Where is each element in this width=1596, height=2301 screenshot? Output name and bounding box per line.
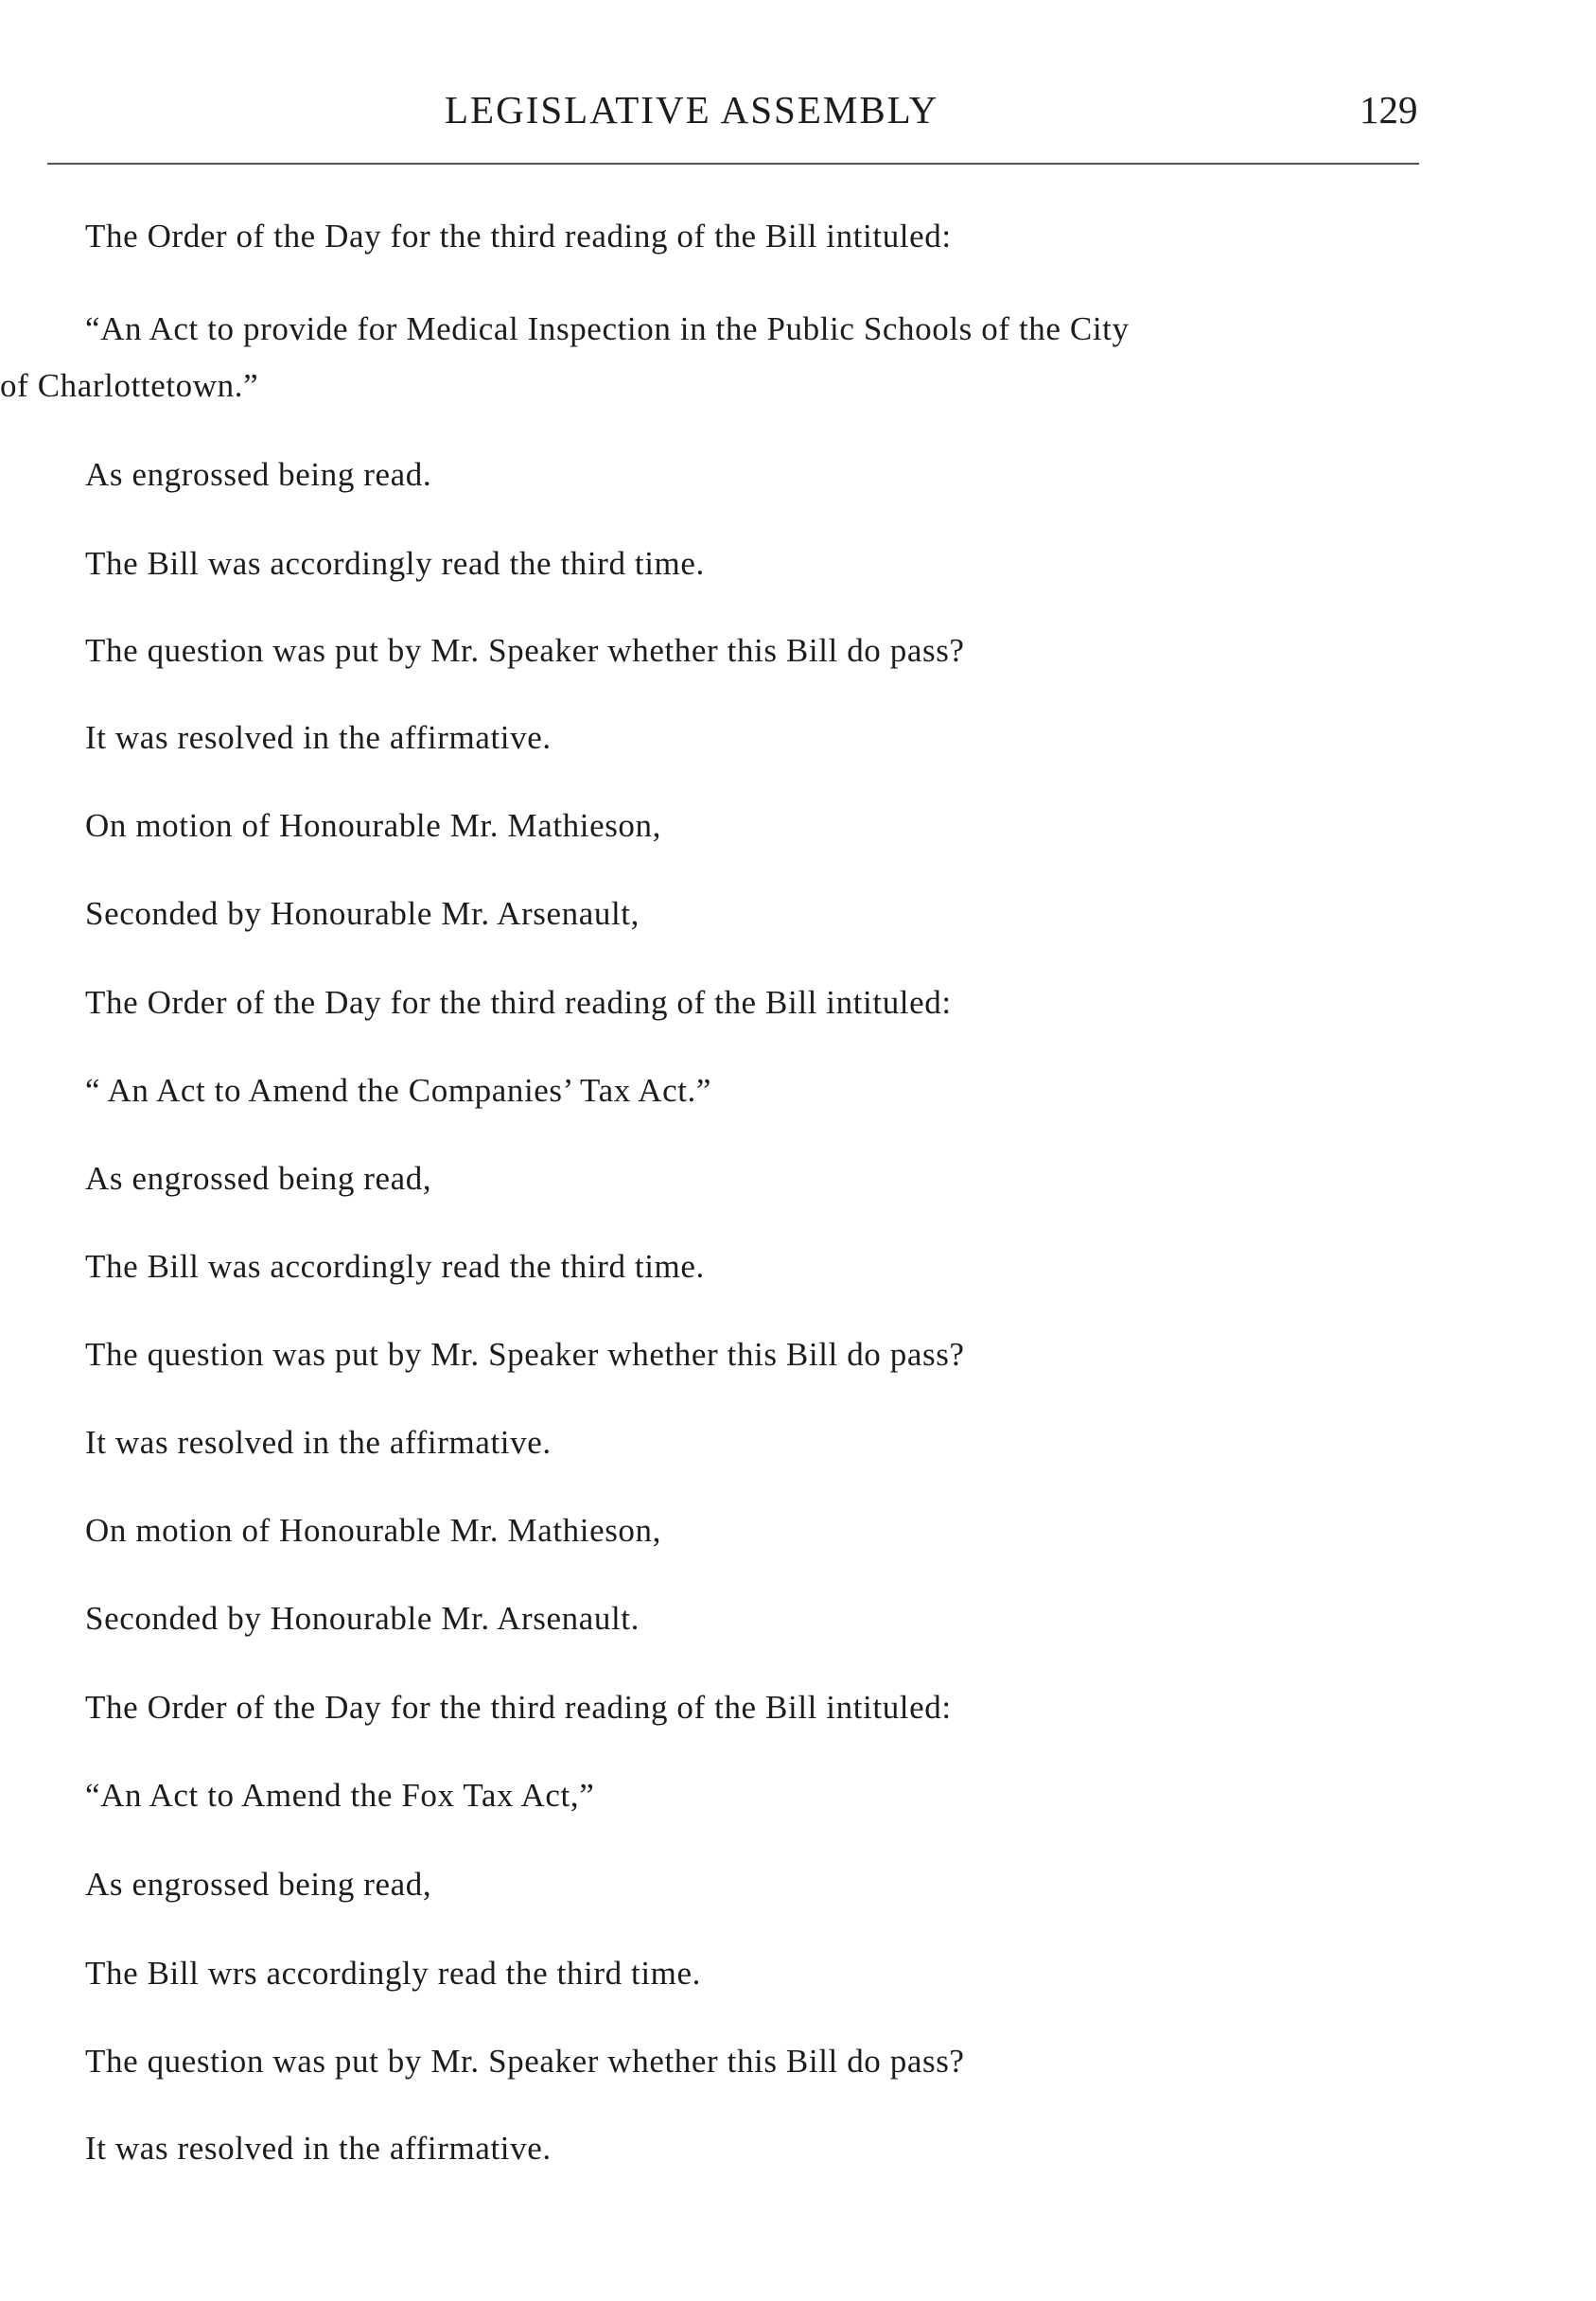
paragraph: It was resolved in the affirmative. [85,719,552,756]
paragraph: “An Act to Amend the Fox Tax Act,” [85,1777,595,1814]
page-number: 129 [1359,88,1418,132]
paragraph: As engrossed being read. [85,456,432,493]
paragraph: As engrossed being read, [85,1866,432,1903]
paragraph: Seconded by Honourable Mr. Arsenault, [85,895,640,932]
paragraph: It was resolved in the affirmative. [85,2130,552,2167]
paragraph: of Charlottetown.” [0,367,259,404]
running-title: LEGISLATIVE ASSEMBLY [445,88,939,132]
paragraph: As engrossed being read, [85,1160,432,1197]
paragraph: The Order of the Day for the third reading of the Bill intituled: [85,1689,952,1726]
paragraph: On motion of Honourable Mr. Mathieson, [85,1512,661,1549]
paragraph: Seconded by Honourable Mr. Arsenault. [85,1600,640,1637]
paragraph: “An Act to provide for Medical Inspection in the Public Schools of the City [85,310,1130,347]
paragraph: The question was put by Mr. Speaker whether this Bill do pass? [85,2043,965,2080]
paragraph: The Bill wrs accordingly read the third time. [85,1955,701,1992]
paragraph: The Bill was accordingly read the third time. [85,545,705,582]
paragraph: It was resolved in the affirmative. [85,1424,552,1461]
paragraph: The question was put by Mr. Speaker whether this Bill do pass? [85,632,965,669]
paragraph: The Order of the Day for the third reading of the Bill intituled: [85,218,952,255]
paragraph: The Bill was accordingly read the third time. [85,1248,705,1285]
paragraph: “ An Act to Amend the Companies’ Tax Act.” [85,1072,712,1109]
paragraph: The Order of the Day for the third reading of the Bill intituled: [85,984,952,1021]
paragraph: On motion of Honourable Mr. Mathieson, [85,807,661,844]
paragraph: The question was put by Mr. Speaker whether this Bill do pass? [85,1336,965,1373]
